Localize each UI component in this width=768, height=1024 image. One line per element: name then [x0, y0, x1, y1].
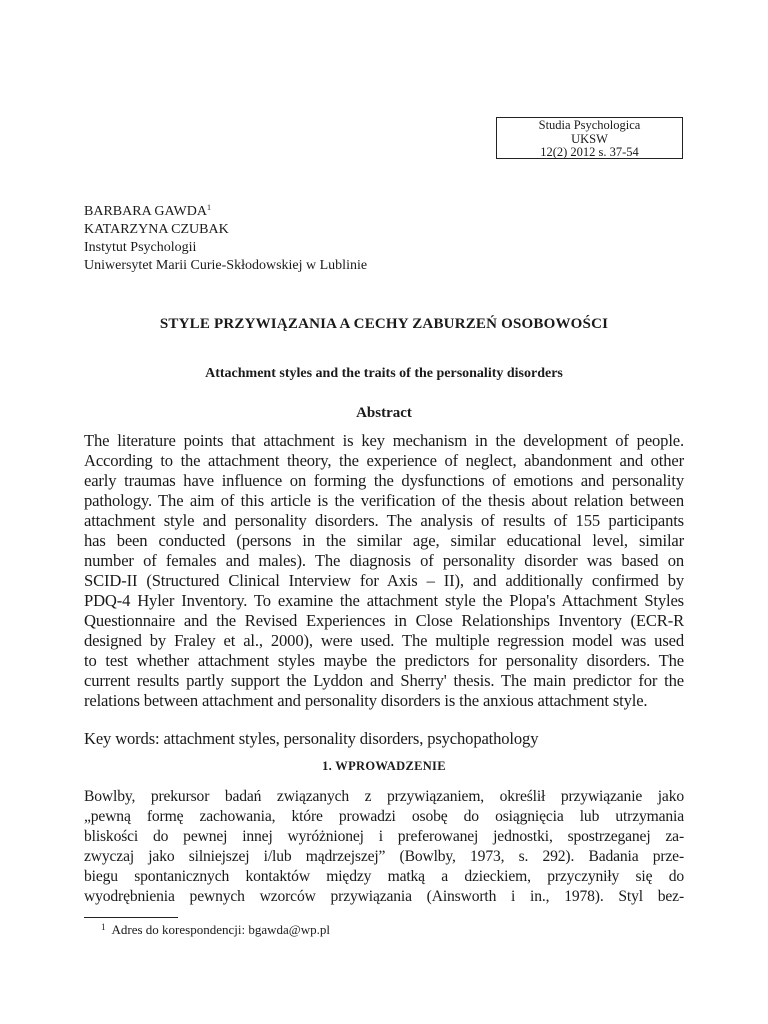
- abstract-heading: Abstract: [356, 405, 412, 421]
- author-university: Uniwersytet Marii Curie-Skłodowskiej w Lublinie: [84, 258, 368, 273]
- author-block: [84, 203, 367, 275]
- journal-publisher: UKSW: [571, 131, 608, 146]
- abstract-line: early traumas have influence on forming the dysfunctions of emotions and personality: [84, 471, 684, 490]
- abstract-line: pathology. The aim of this article is the verification of the thesis about relation between: [84, 491, 684, 510]
- footnote-text: Adres do korespondencji: bgawda@wp.pl: [111, 922, 330, 937]
- abstract-line: attachment style and personality disorders. The analysis of results of 155 participants: [84, 511, 684, 530]
- abstract-line: According to the attachment theory, the experience of neglect, abandonment and other: [84, 451, 684, 470]
- abstract-line: current results partly support the Lyddon and Sherry' thesis. The main predictor for the: [84, 671, 684, 690]
- abstract-line: PDQ-4 Hyler Inventory. To examine the attachment style the Plopa's Attachment Styles: [84, 591, 684, 610]
- abstract-line: Questionnaire and the Revised Experiences in Close Relationships Inventory (ECR-R: [84, 611, 684, 630]
- section-line: zwyczaj jako silniejszej i/lub mądrzejszej” (Bowlby, 1973, s. 292). Badania prze-: [84, 848, 684, 865]
- footnote-divider: [84, 917, 178, 918]
- section-line: bliskości do pewnej innej wyróżnionej i preferowanej jednostki, spostrzeganej za-: [84, 828, 684, 845]
- section-line: biegu spontanicznych kontaktów między matką a dzieckiem, przyczyniły się do: [84, 868, 684, 885]
- author-name-1: BARBARA GAWDA: [84, 204, 207, 219]
- journal-issue-pages: 12(2) 2012 s. 37-54: [540, 145, 639, 159]
- abstract-line: has been conducted (persons in the similar age, similar educational level, similar: [84, 531, 684, 550]
- abstract-line: The literature points that attachment is key mechanism in the development of people.: [84, 431, 684, 450]
- abstract-line: designed by Fraley et al., 2000), were used. The multiple regression model was used: [84, 631, 684, 650]
- abstract-body: [84, 431, 684, 711]
- journal-name: Studia Psychologica: [538, 118, 641, 132]
- journal-info-box: [496, 117, 683, 159]
- abstract-line: to test whether attachment styles maybe the predictors for personality disorders. The: [84, 651, 684, 670]
- author-institute: Instytut Psychologii: [84, 240, 197, 255]
- article-subtitle-english: Attachment styles and the traits of the personality disorders: [205, 366, 563, 381]
- footnote-marker: 1: [206, 203, 211, 212]
- footnote: [101, 922, 330, 938]
- section-line: wyodrębnienia pewnych wzorców przywiązania (Ainsworth i in., 1978). Styl bez-: [84, 888, 684, 905]
- footnote-number: 1: [101, 922, 106, 932]
- abstract-line: number of females and males). The diagnosis of personality disorder was based on: [84, 551, 684, 570]
- abstract-line: SCID-II (Structured Clinical Interview for Axis – II), and additionally confirmed by: [84, 571, 684, 590]
- author-line-1: [84, 203, 367, 221]
- section-line: „pewną formę zachowania, które prowadzi osobę do osiągnięcia lub utrzymania: [84, 808, 684, 825]
- author-name-2: KATARZYNA CZUBAK: [84, 222, 229, 237]
- article-title: STYLE PRZYWIĄZANIA A CECHY ZABURZEŃ OSOBOWOŚCI: [159, 316, 609, 332]
- section-line: Bowlby, prekursor badań związanych z przywiązaniem, określił przywiązanie jako: [84, 788, 684, 805]
- keywords: Key words: attachment styles, personality disorders, psychopathology: [84, 729, 539, 748]
- section-heading: 1. WPROWADZENIE: [322, 759, 446, 773]
- abstract-line: relations between attachment and personality disorders is the anxious attachment style.: [84, 691, 648, 710]
- section-body: [84, 787, 684, 907]
